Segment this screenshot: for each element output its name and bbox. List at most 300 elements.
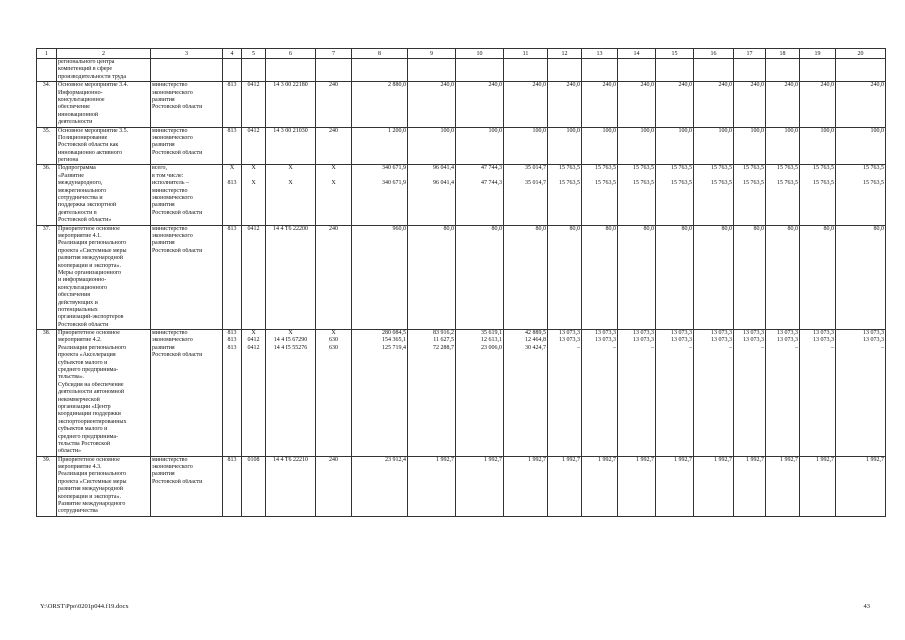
amount-value: 35 014,7: [525, 180, 546, 187]
amount-value: 2 880,0: [388, 82, 406, 89]
amount-value: 1 992,7: [598, 456, 616, 463]
amount-cell: [766, 127, 800, 165]
amount-value: 96 041,4: [433, 165, 454, 172]
amount-cell: [766, 225, 800, 329]
amount-value: [457, 173, 502, 180]
amount-value: [767, 173, 798, 180]
activity-name-line: региона: [58, 157, 79, 164]
amount-value: 1 992,7: [674, 456, 692, 463]
header-cell: 8: [352, 49, 408, 59]
amount-cell: [656, 165, 694, 225]
activity-name-line: сотрудничества и: [58, 195, 103, 202]
activity-name-line: потенциальных: [58, 306, 98, 313]
amount-value: 1 200,0: [388, 127, 406, 134]
code-value: X: [288, 330, 293, 337]
code-value: X: [331, 180, 336, 187]
amount-value: –: [689, 344, 692, 351]
amount-value: 13 073,3: [559, 330, 580, 337]
activity-name-line: регионального центра: [58, 59, 115, 65]
row-number: 36.: [37, 165, 57, 225]
code-cell: [242, 330, 266, 457]
activity-name-line: инновационно активного: [58, 149, 123, 156]
amount-value: 13 073,3: [711, 330, 732, 337]
amount-value: 240,0: [566, 82, 580, 89]
executor-line: министерство: [152, 330, 188, 337]
amount-value: 1 992,7: [866, 456, 884, 463]
code-cell: [266, 330, 316, 457]
code-cell: [266, 127, 316, 165]
activity-name-line: обеспечения: [58, 292, 91, 299]
code-value: 813: [227, 337, 237, 344]
activity-name: [57, 456, 151, 516]
code-value: 813: [227, 330, 237, 337]
activity-name: [57, 225, 151, 329]
code-cell: [316, 127, 352, 165]
executor-line: министерство: [152, 127, 188, 134]
code-value: 14 3 00 22180: [273, 82, 308, 89]
code-value: 14 4 T6 22200: [272, 225, 309, 232]
activity-name-line: мероприятие 4.2.: [58, 337, 102, 344]
amount-cell: [408, 82, 456, 127]
amount-value: 15 763,5: [863, 165, 884, 172]
activity-name-line: кооперации и экспорта».: [58, 262, 121, 269]
amount-cell: [504, 82, 548, 127]
amount-cell: [582, 165, 618, 225]
amount-value: [505, 173, 546, 180]
amount-value: –: [761, 344, 764, 351]
code-value: X: [251, 165, 256, 172]
header-cell: 6: [266, 49, 316, 59]
amount-cell: [734, 225, 766, 329]
code-value: [243, 173, 264, 180]
code-value: X: [251, 180, 256, 187]
amount-cell: [836, 456, 886, 516]
activity-name-line: организаций-экспортеров: [58, 314, 124, 321]
amount-value: 240,0: [820, 82, 834, 89]
amount-cell: [800, 59, 836, 82]
executor-line: развития: [152, 142, 175, 149]
amount-cell: [504, 59, 548, 82]
footer-file-path: Y:\ORST\Ppo\0201p044.f19.docx: [40, 603, 129, 610]
amount-cell: [408, 330, 456, 457]
executor-line: министерство: [152, 456, 188, 463]
amount-value: 12 464,8: [525, 337, 546, 344]
amount-cell: [582, 59, 618, 82]
executor-line: экономического: [152, 232, 193, 239]
amount-value: 13 073,3: [595, 337, 616, 344]
activity-name-line: экспортоориентированных: [58, 418, 127, 425]
amount-value: 240,0: [640, 82, 654, 89]
activity-name-line: Реализация регионального: [58, 471, 127, 478]
activity-name-line: действующих и: [58, 299, 98, 306]
amount-cell: [504, 127, 548, 165]
header-cell: 12: [548, 49, 582, 59]
activity-name-line: Субсидия на обеспечение: [58, 381, 124, 388]
amount-value: 15 763,5: [743, 165, 764, 172]
budget-table: [36, 48, 886, 517]
amount-cell: [766, 330, 800, 457]
activity-name-line: «Развитие: [58, 172, 84, 179]
code-value: X: [229, 165, 235, 172]
amount-cell: [548, 330, 582, 457]
amount-cell: [836, 127, 886, 165]
amount-value: 35 014,7: [525, 165, 546, 172]
amount-value: 240,0: [750, 82, 764, 89]
amount-value: 15 763,5: [595, 165, 616, 172]
amount-cell: [456, 165, 504, 225]
activity-name-line: проекта «Системные меры: [58, 478, 127, 485]
executor: [151, 456, 223, 516]
amount-cell: [734, 456, 766, 516]
amount-value: 1 992,7: [528, 456, 546, 463]
activity-name-line: поддержка экспортной: [58, 202, 117, 209]
amount-cell: [548, 225, 582, 329]
activity-name-line: Информационно-: [58, 89, 103, 96]
activity-name-line: Реализация регионального: [58, 344, 127, 351]
amount-cell: [734, 127, 766, 165]
amount-cell: [800, 127, 836, 165]
amount-value: 23 912,4: [385, 456, 406, 463]
amount-value: 1 992,7: [780, 456, 798, 463]
amount-cell: [800, 456, 836, 516]
header-cell: 2: [57, 49, 151, 59]
amount-value: 80,0: [787, 225, 798, 232]
amount-cell: [694, 127, 734, 165]
amount-cell: [694, 59, 734, 82]
executor-line: Ростовской области: [152, 478, 203, 485]
amount-cell: [408, 225, 456, 329]
activity-name-line: Позиционирование: [58, 134, 108, 141]
activity-name-line: субъектов малого и: [58, 426, 108, 433]
row-number: [37, 59, 57, 82]
code-cell: [242, 225, 266, 329]
activity-name-line: деятельности: [58, 119, 93, 126]
amount-cell: [618, 225, 656, 329]
amount-cell: [352, 59, 408, 82]
executor-line: Ростовской области: [152, 104, 203, 111]
row-number: 38.: [37, 330, 57, 457]
amount-value: 35 619,1: [481, 330, 502, 337]
code-cell: [266, 225, 316, 329]
amount-value: 1 992,7: [714, 456, 732, 463]
code-value: [224, 173, 240, 180]
amount-value: [735, 173, 764, 180]
amount-cell: [618, 59, 656, 82]
amount-cell: [766, 82, 800, 127]
activity-name-line: Основное мероприятие 3.5.: [58, 127, 129, 134]
code-value: 0412: [247, 127, 260, 134]
amount-cell: [656, 127, 694, 165]
activity-name-line: компетенций в сфере: [58, 66, 113, 73]
amount-value: 80,0: [491, 225, 502, 232]
activity-name-line: деятельности автономной: [58, 389, 125, 396]
page-number: 43: [863, 603, 870, 610]
amount-value: 15 763,5: [863, 180, 884, 187]
code-value: 14 4 I5 55276: [273, 344, 308, 351]
amount-value: 15 763,5: [633, 165, 654, 172]
amount-cell: [504, 456, 548, 516]
activity-name-line: координации поддержки: [58, 411, 121, 418]
amount-value: 240,0: [718, 82, 732, 89]
amount-value: 100,0: [820, 127, 834, 134]
code-cell: [223, 330, 242, 457]
amount-value: [409, 173, 454, 180]
amount-value: 240,0: [440, 82, 454, 89]
table-row: [37, 225, 886, 329]
executor-line: Ростовской области: [152, 209, 203, 216]
code-value: 813: [227, 225, 237, 232]
amount-value: 15 763,5: [813, 165, 834, 172]
executor: [151, 330, 223, 457]
amount-cell: [800, 225, 836, 329]
amount-value: 1 992,7: [562, 456, 580, 463]
executor-line: развития: [152, 240, 175, 247]
executor-line: развития: [152, 344, 175, 351]
table-row: [37, 127, 886, 165]
amount-value: 15 763,5: [813, 180, 834, 187]
amount-cell: [694, 165, 734, 225]
code-value: 14 3 00 21030: [273, 127, 308, 134]
amount-cell: [352, 225, 408, 329]
amount-value: [837, 173, 884, 180]
amount-value: 13 073,3: [777, 337, 798, 344]
amount-value: 240,0: [678, 82, 692, 89]
amount-value: 80,0: [873, 225, 884, 232]
amount-value: –: [881, 344, 884, 351]
code-cell: [242, 59, 266, 82]
amount-cell: [408, 127, 456, 165]
amount-value: 100,0: [532, 127, 546, 134]
amount-cell: [836, 165, 886, 225]
amount-value: –: [577, 344, 580, 351]
amount-value: 80,0: [535, 225, 546, 232]
amount-value: –: [795, 344, 798, 351]
code-cell: [223, 456, 242, 516]
row-number: 37.: [37, 225, 57, 329]
header-cell: 13: [582, 49, 618, 59]
executor-line: экономического: [152, 464, 193, 471]
code-cell: [223, 59, 242, 82]
amount-cell: [456, 456, 504, 516]
header-cell: 4: [223, 49, 242, 59]
activity-name-line: Приоритетное основное: [58, 330, 120, 337]
executor-line: экономического: [152, 89, 193, 96]
header-cell: 17: [734, 49, 766, 59]
amount-value: 240,0: [602, 82, 616, 89]
header-cell: 15: [656, 49, 694, 59]
activity-name-line: развития международной: [58, 486, 124, 493]
amount-value: 47 744,3: [481, 180, 502, 187]
code-cell: [316, 59, 352, 82]
amount-value: 15 763,5: [671, 165, 692, 172]
code-value: X: [331, 330, 336, 337]
code-value: 0412: [247, 337, 260, 344]
amount-value: [801, 173, 834, 180]
executor-line: Ростовской области: [152, 149, 203, 156]
activity-name-line: мероприятие 4.3.: [58, 464, 102, 471]
amount-cell: [456, 59, 504, 82]
amount-value: 96 041,4: [433, 180, 454, 187]
amount-cell: [836, 225, 886, 329]
amount-cell: [548, 456, 582, 516]
amount-value: 83 916,2: [433, 330, 454, 337]
amount-value: 72 288,7: [433, 344, 454, 351]
code-cell: [266, 165, 316, 225]
amount-cell: [548, 59, 582, 82]
amount-value: –: [651, 344, 654, 351]
code-value: 240: [329, 456, 338, 463]
amount-cell: [836, 59, 886, 82]
amount-cell: [618, 330, 656, 457]
table-row: [37, 330, 886, 457]
amount-value: 100,0: [602, 127, 616, 134]
header-cell: 16: [694, 49, 734, 59]
row-number: 35.: [37, 127, 57, 165]
amount-value: 15 763,5: [711, 180, 732, 187]
code-value: 813: [227, 82, 237, 89]
code-value: 813: [227, 127, 237, 134]
amount-value: 13 073,3: [743, 337, 764, 344]
header-cell: 11: [504, 49, 548, 59]
executor: [151, 127, 223, 165]
activity-name-line: деятельности в: [58, 209, 97, 216]
amount-value: 13 073,3: [671, 337, 692, 344]
amount-value: 240,0: [784, 82, 798, 89]
amount-cell: [766, 59, 800, 82]
activity-name-line: консультационного: [58, 284, 108, 291]
amount-cell: [504, 165, 548, 225]
activity-name-line: проекта «Системные меры: [58, 247, 127, 254]
header-cell: 5: [242, 49, 266, 59]
executor-line: Ростовской области: [152, 352, 203, 359]
activity-name-line: Подпрограмма: [58, 165, 96, 172]
activity-name-line: области»: [58, 448, 82, 455]
amount-value: 100,0: [440, 127, 454, 134]
amount-value: 960,0: [392, 225, 406, 232]
activity-name-line: некоммерческой: [58, 396, 100, 403]
amount-value: 100,0: [718, 127, 732, 134]
code-value: 14 4 I5 67290: [273, 337, 308, 344]
amount-value: 13 073,3: [711, 337, 732, 344]
amount-value: 240,0: [870, 82, 884, 89]
table-row: [37, 165, 886, 225]
amount-cell: [694, 225, 734, 329]
amount-value: 13 073,3: [743, 330, 764, 337]
executor: [151, 59, 223, 82]
header-cell: 19: [800, 49, 836, 59]
amount-cell: [656, 330, 694, 457]
amount-cell: [352, 456, 408, 516]
executor-line: развития: [152, 96, 175, 103]
amount-value: 13 073,3: [595, 330, 616, 337]
amount-value: [583, 173, 616, 180]
code-cell: [242, 456, 266, 516]
amount-cell: [548, 165, 582, 225]
amount-cell: [734, 82, 766, 127]
activity-name-line: Реализация регионального: [58, 240, 127, 247]
amount-cell: [618, 165, 656, 225]
activity-name-line: обеспечение: [58, 104, 90, 111]
amount-cell: [734, 330, 766, 457]
amount-cell: [352, 330, 408, 457]
activity-name-line: развития международной: [58, 255, 124, 262]
amount-value: 30 424,7: [525, 344, 546, 351]
activity-name-line: производительности труда: [58, 73, 127, 80]
amount-value: –: [613, 344, 616, 351]
amount-value: 15 763,5: [711, 165, 732, 172]
code-value: 813: [227, 456, 237, 463]
table-row: [37, 456, 886, 516]
activity-name-line: консультационное: [58, 96, 105, 103]
activity-name: [57, 165, 151, 225]
amount-cell: [582, 330, 618, 457]
amount-cell: [766, 456, 800, 516]
activity-name-line: проекта «Акселерация: [58, 352, 116, 359]
amount-value: 100,0: [750, 127, 764, 134]
executor-line: экономического: [152, 195, 193, 202]
amount-value: [657, 173, 692, 180]
executor-line: Ростовской области: [152, 247, 203, 254]
activity-name-line: сотрудничества: [58, 508, 98, 515]
code-value: 0412: [247, 225, 260, 232]
activity-name-line: среднего предпринима-: [58, 433, 119, 440]
amount-value: 42 889,5: [525, 330, 546, 337]
code-cell: [242, 82, 266, 127]
amount-value: [619, 173, 654, 180]
code-value: 630: [329, 337, 338, 344]
code-cell: [223, 225, 242, 329]
amount-value: 240,0: [532, 82, 546, 89]
activity-name-line: Приоритетное основное: [58, 225, 120, 232]
amount-cell: [456, 330, 504, 457]
code-value: X: [251, 330, 256, 337]
code-cell: [266, 456, 316, 516]
activity-name-line: инновационной: [58, 111, 99, 118]
amount-value: 13 073,3: [813, 337, 834, 344]
activity-name-line: Ростовской области: [58, 321, 109, 328]
amount-value: 1 992,7: [816, 456, 834, 463]
activity-name-line: Ростовской области»: [58, 217, 112, 224]
code-value: X: [331, 165, 336, 172]
code-value: 0412: [247, 82, 260, 89]
code-value: 813: [227, 344, 237, 351]
amount-cell: [548, 82, 582, 127]
amount-cell: [582, 127, 618, 165]
amount-value: 1 992,7: [636, 456, 654, 463]
amount-cell: [800, 82, 836, 127]
activity-name-line: Развитие международного: [58, 501, 126, 508]
table-row: [37, 59, 886, 82]
executor-line: развития: [152, 471, 175, 478]
amount-value: 15 763,5: [777, 180, 798, 187]
activity-name-line: среднего предпринима-: [58, 367, 119, 374]
executor: [151, 82, 223, 127]
code-value: X: [288, 180, 293, 187]
amount-cell: [694, 82, 734, 127]
activity-name-line: мероприятие 4.1.: [58, 232, 102, 239]
amount-cell: [408, 456, 456, 516]
code-cell: [316, 165, 352, 225]
amount-value: 80,0: [753, 225, 764, 232]
amount-value: 1 992,7: [746, 456, 764, 463]
header-row: [37, 49, 886, 59]
amount-value: 15 763,5: [633, 180, 654, 187]
amount-value: 11 627,5: [433, 337, 454, 344]
amount-value: 80,0: [681, 225, 692, 232]
amount-value: 15 763,5: [671, 180, 692, 187]
amount-value: 15 763,5: [559, 165, 580, 172]
code-value: [317, 173, 350, 180]
